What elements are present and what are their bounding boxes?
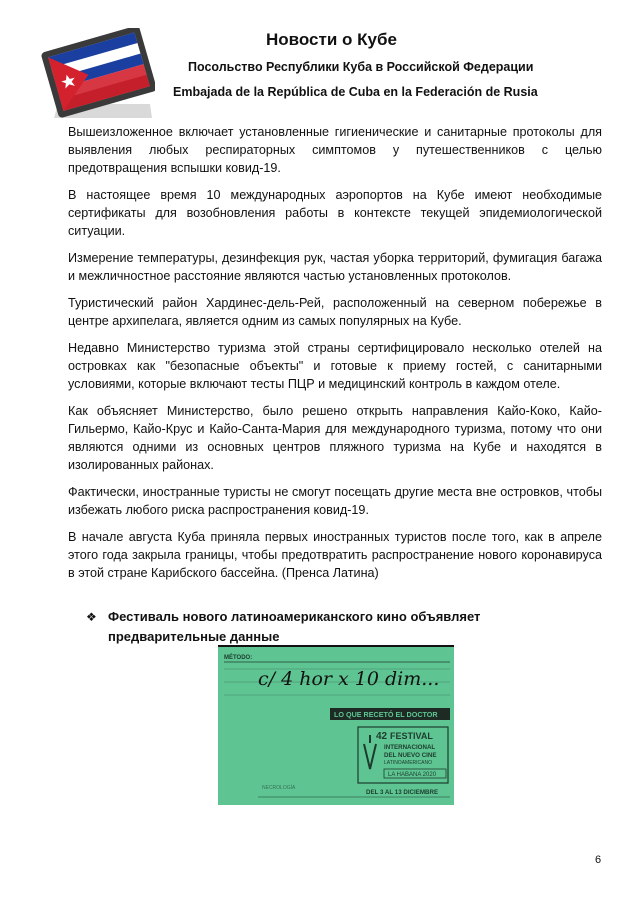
bullet-icon: ❖ xyxy=(86,610,97,624)
cuba-flag-logo xyxy=(40,28,155,118)
festival-poster-image xyxy=(218,645,454,805)
paragraph: Недавно Министерство туризма этой страны сертифицировало несколько отелей на островках как "безопасные объекты" и готовые к приему гостей, с санитарными условиями, которые включают тесты ПЦР и медицинский контроль в каждом отеле. xyxy=(68,341,602,391)
paragraph: Туристический район Хардинес-дель-Рей, расположенный на северном побережье в центре архипелага, является одним из самых популярных на Кубе. xyxy=(68,296,602,328)
embassy-name-spanish: Embajada de la República de Cuba en la Federación de Rusia xyxy=(173,85,538,99)
paragraph: Вышеизложенное включает установленные гигиенические и санитарные протоколы для выявления любых респираторных симптомов у путешественников с целью предотвращения вспышки ковид-19. xyxy=(68,125,602,175)
poster-metodo-label: MÉTODO: xyxy=(224,655,253,661)
paragraph: Измерение температуры, дезинфекция рук, частая уборка территорий, фумигация багажа и межличностное расстояние являются частью установленных протоколов. xyxy=(68,251,602,283)
festival-line: LATINOAMERICANO xyxy=(384,760,432,766)
festival-line: DEL NUEVO CINE xyxy=(384,752,437,759)
festival-line: FESTIVAL xyxy=(390,731,433,741)
paragraph: В настоящее время 10 международных аэропортов на Кубе имеют необходимые сертификаты для возобновления работы в контексте текущей эпидемиологической ситуации. xyxy=(68,188,602,238)
poster-city-year: LA HABANA 2020 xyxy=(388,772,437,778)
news-item xyxy=(86,607,546,647)
article-body xyxy=(68,123,602,591)
news-headline: Фестиваль нового латиноамериканского кино объявляет предварительные данные xyxy=(108,609,481,644)
festival-line: INTERNACIONAL xyxy=(384,744,436,751)
festival-number: 42 xyxy=(376,731,388,742)
poster-stamp: NECROLOGÍA xyxy=(262,785,296,791)
page-title: Новости о Кубе xyxy=(266,30,397,49)
paragraph: Фактически, иностранные туристы не смогут посещать другие места вне островков, чтобы избежать любого риска распространения ковид-19. xyxy=(68,485,602,517)
paragraph: В начале августа Куба приняла первых иностранных туристов после того, как в апреле этого года закрыла границы, чтобы предотвратить распространение нового коронавируса в этой стране Карибского бассейна. (Пренса Латина) xyxy=(68,530,602,580)
poster-dates: DEL 3 AL 13 DICIEMBRE xyxy=(366,789,439,796)
page-number: 6 xyxy=(595,854,602,866)
paragraph: Как объясняет Министерство, было решено открыть направления Кайо-Коко, Кайо-Гильермо, Кайо-Крус и Кайо-Санта-Мария для международного туризма, потому что они являются одними из основных центров пляжного туризма на Кубе и находятся в изолированных районах. xyxy=(68,404,602,472)
embassy-name-russian: Посольство Республики Куба в Российской Федерации xyxy=(188,60,534,74)
poster-banner: LO QUE RECETÓ EL DOCTOR xyxy=(334,710,438,719)
poster-handwriting: c/ 4 hor x 10 dim... xyxy=(258,668,440,690)
